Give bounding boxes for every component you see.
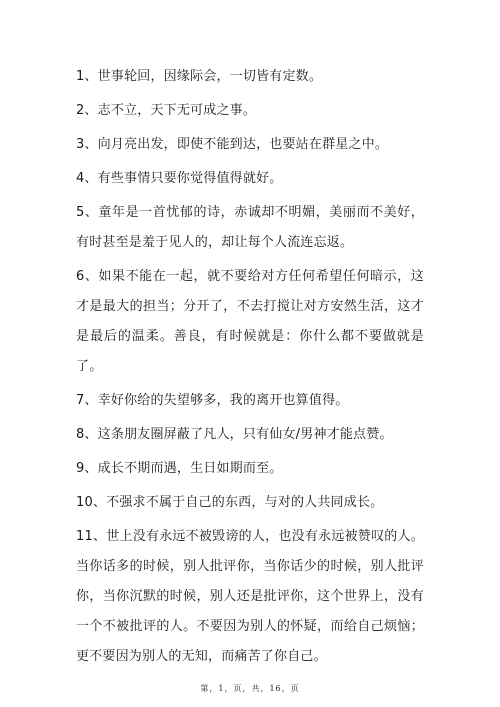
quote-list [76,62,424,676]
list-item: 2、志不立，天下无可成之事。 [76,103,257,118]
list-item: 1、世事轮回，因缘际会，一切皆有定数。 [76,69,323,84]
list-item: 3、向月亮出发，即使不能到达，也要站在群星之中。 [76,137,389,152]
list-item: 11、世上没有永远不被毁谤的人，也没有永远被赞叹的人。当你话多的时候，别人批评你，当你话少的时候，别人批评你，当你沉默的时候，别人还是批评你，这个世界上，没有一个不被批评的人。不要因为别人的怀疑，而给自己烦恼；更不要因为别人的无知，而痛苦了你自己。 [76,529,424,664]
list-item: 5、童年是一首忧郁的诗，赤诚却不明媚，美丽而不美好，有时甚至是羞于见人的，却让每个人流连忘返。 [76,205,424,250]
list-item: 7、幸好你给的失望够多，我的离开也算值得。 [76,393,349,408]
list-item: 4、有些事情只要你觉得值得就好。 [76,171,283,186]
list-item: 10、不强求不属于自己的东西，与对的人共同成长。 [76,495,384,510]
list-item: 9、成长不期而遇，生日如期而至。 [76,461,283,476]
page-number-footer: 第，1，页，共，16，页 [200,684,300,693]
list-item: 6、如果不能在一起，就不要给对方任何希望任何暗示，这才是最大的担当；分开了，不去打搅让对方安然生活，这才是最后的温柔。善良，有时候就是：你什么都不要做就是了。 [76,269,424,374]
list-item: 8、这条朋友圈屏蔽了凡人，只有仙女/男神才能点赞。 [76,427,393,442]
